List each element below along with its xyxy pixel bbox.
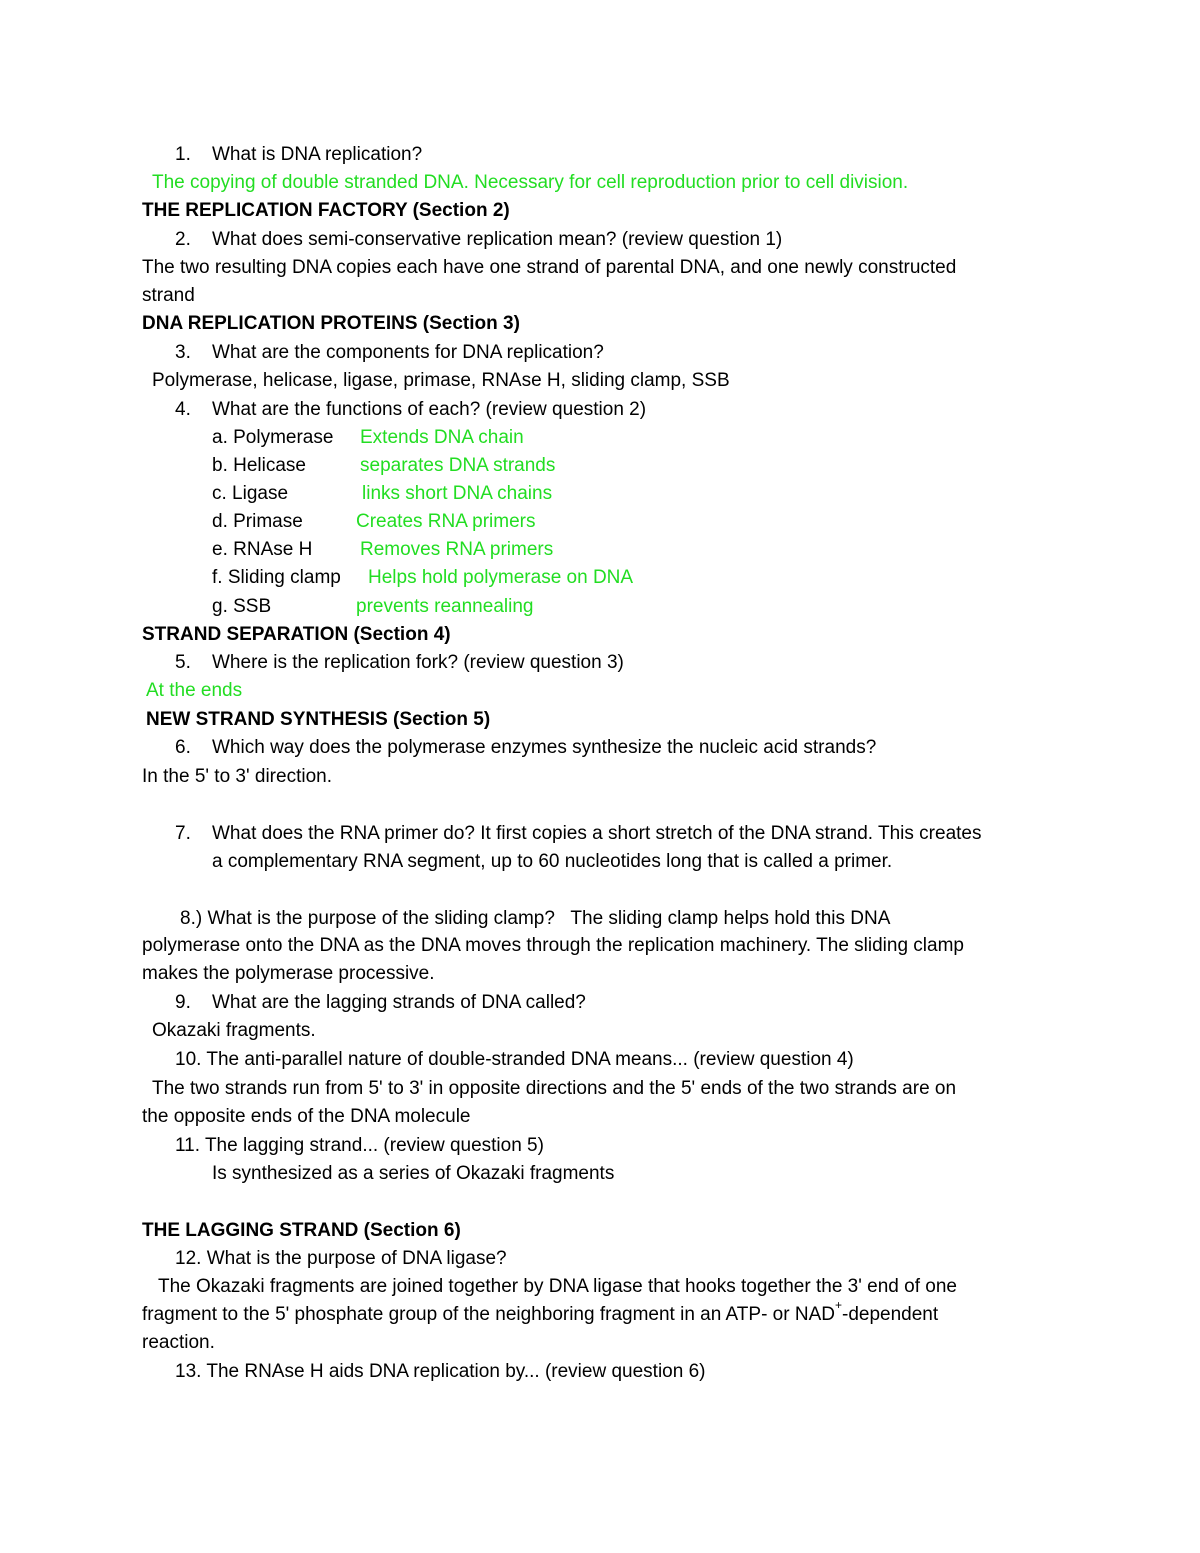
question-2-number: 2. (175, 229, 191, 250)
question-3-text: What are the components for DNA replication? (212, 342, 604, 363)
question-5-number: 5. (175, 652, 191, 673)
question-9-number: 9. (175, 992, 191, 1013)
section-heading-6: THE LAGGING STRAND (Section 6) (142, 1220, 461, 1241)
answer-12-line-2-post: -dependent (842, 1304, 939, 1325)
function-label-helicase: b. Helicase (212, 455, 306, 476)
answer-12-line-1: The Okazaki fragments are joined together by DNA ligase that hooks together the 3' end of one (158, 1276, 957, 1297)
section-heading-5: NEW STRAND SYNTHESIS (Section 5) (146, 709, 491, 730)
function-label-ssb: g. SSB (212, 596, 272, 617)
answer-12-line-2-pre: fragment to the 5' phosphate group of the neighboring fragment in an ATP- or NAD (142, 1304, 835, 1325)
function-label-sliding-clamp: f. Sliding clamp (212, 567, 341, 588)
question-6-number: 6. (175, 737, 191, 758)
function-answer-sliding-clamp: Helps hold polymerase on DNA (368, 567, 634, 588)
question-6-text: Which way does the polymerase enzymes synthesize the nucleic acid strands? (212, 737, 877, 758)
answer-11: Is synthesized as a series of Okazaki fragments (212, 1163, 615, 1184)
function-answer-ligase: links short DNA chains (362, 483, 553, 504)
answer-9: Okazaki fragments. (152, 1020, 316, 1041)
question-8-line-2: polymerase onto the DNA as the DNA moves through the replication machinery. The sliding clamp (142, 935, 964, 956)
answer-12-line-3: reaction. (142, 1332, 215, 1353)
answer-12-line-2 (142, 1298, 939, 1329)
question-10: 10. The anti-parallel nature of double-stranded DNA means... (review question 4) (175, 1049, 854, 1070)
section-heading-2: THE REPLICATION FACTORY (Section 2) (142, 200, 510, 221)
function-answer-rnase-h: Removes RNA primers (360, 539, 554, 560)
question-3-number: 3. (175, 342, 191, 363)
question-7-number: 7. (175, 823, 191, 844)
question-11: 11. The lagging strand... (review question 5) (175, 1135, 544, 1156)
question-1-text: What is DNA replication? (212, 144, 423, 165)
question-7-line-2: a complementary RNA segment, up to 60 nucleotides long that is called a primer. (212, 851, 893, 872)
function-answer-primase: Creates RNA primers (356, 511, 536, 532)
function-answer-helicase: separates DNA strands (360, 455, 556, 476)
answer-1: The copying of double stranded DNA. Necessary for cell reproduction prior to cell division. (152, 172, 909, 193)
question-8-line-3: makes the polymerase processive. (142, 963, 435, 984)
question-4-text: What are the functions of each? (review question 2) (212, 399, 647, 420)
question-2-text: What does semi-conservative replication mean? (review question 1) (212, 229, 783, 250)
function-label-ligase: c. Ligase (212, 483, 289, 504)
function-label-primase: d. Primase (212, 511, 303, 532)
function-answer-polymerase: Extends DNA chain (360, 427, 524, 448)
function-label-polymerase: a. Polymerase (212, 427, 334, 448)
question-9-text: What are the lagging strands of DNA called? (212, 992, 586, 1013)
question-7-line-1: What does the RNA primer do? It first copies a short stretch of the DNA strand. This creates (212, 823, 982, 844)
section-heading-4: STRAND SEPARATION (Section 4) (142, 624, 451, 645)
answer-3: Polymerase, helicase, ligase, primase, RNAse H, sliding clamp, SSB (152, 370, 730, 391)
question-5-text: Where is the replication fork? (review question 3) (212, 652, 624, 673)
function-answer-ssb: prevents reannealing (356, 596, 534, 617)
answer-5: At the ends (146, 680, 243, 701)
answer-2-line-2: strand (142, 285, 195, 306)
answer-10-line-1: The two strands run from 5' to 3' in opposite directions and the 5' ends of the two strands are on (152, 1078, 957, 1099)
answer-6: In the 5' to 3' direction. (142, 766, 332, 787)
question-8-line-1: 8.) What is the purpose of the sliding clamp? The sliding clamp helps hold this DNA (180, 908, 891, 929)
answer-2-line-1: The two resulting DNA copies each have one strand of parental DNA, and one newly constructed (142, 257, 957, 278)
question-4-number: 4. (175, 399, 191, 420)
section-heading-3: DNA REPLICATION PROTEINS (Section 3) (142, 313, 520, 334)
nad-superscript: + (834, 1298, 842, 1312)
function-label-rnase-h: e. RNAse H (212, 539, 313, 560)
question-12: 12. What is the purpose of DNA ligase? (175, 1248, 507, 1269)
question-1-number: 1. (175, 144, 191, 165)
question-13: 13. The RNAse H aids DNA replication by... (review question 6) (175, 1361, 706, 1382)
answer-10-line-2: the opposite ends of the DNA molecule (142, 1106, 471, 1127)
